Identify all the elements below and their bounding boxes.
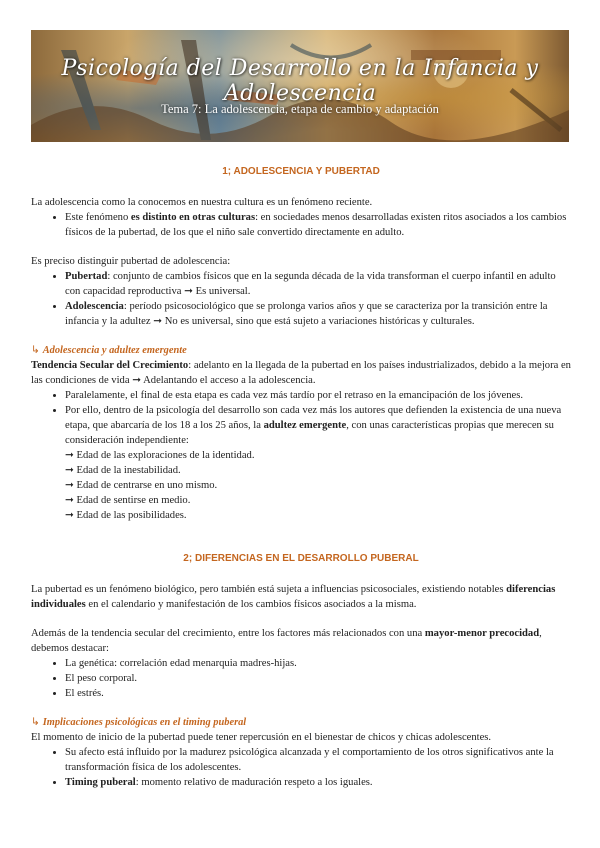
arrow-item: ➞ Edad de sentirse en medio. [65,495,191,506]
subheading-timing-puberal: ↳ Implicaciones psicológicas en el timing puberal [31,717,247,728]
arrow-list [65,448,571,523]
document-body [31,158,571,790]
arrow-item: ➞ Edad de las posibilidades. [65,510,187,521]
bullet-list [31,210,571,240]
arrow-item: ➞ Edad de las exploraciones de la identidad. [65,450,255,461]
bullet-list [31,388,571,523]
list-item: • Por ello, dentro de la psicología del desarrollo son cada vez más los autores que defienden la existencia de una nueva etapa, que abarcaría de los 18 a los 25 años, la adultez emergente, con unas características propias que merecen su consideración independiente: ➞ Edad de las exploraciones de la identidad. ➞ Edad de la inestabilidad. ➞ Edad de centrarse en uno mismo. ➞ Edad de sentirse en medio. ➞ Edad de las posibilidades. [65,403,571,523]
list-item: • El peso corporal. [65,671,571,686]
paragraph: El momento de inicio de la pubertad puede tener repercusión en el bienestar de chicos y chicas adolescentes. [31,732,492,743]
list-item: • Adolescencia: período psicosociológico que se prolonga varios años y que se caracteriza por la transición entre la infancia y la adultez ➞ No es universal, sino que está sujeto a variaciones históricas y culturales. [65,299,571,329]
arrow-item: ➞ Edad de la inestabilidad. [65,465,181,476]
arrow-item: ➞ Edad de centrarse en uno mismo. [65,480,218,491]
list-item: • La genética: correlación edad menarquia madres-hijas. [65,656,571,671]
document-title: Psicología del Desarrollo en la Infancia y Adolescencia [61,56,539,106]
bullet-list [31,656,571,701]
list-item: • Pubertad: conjunto de cambios físicos que en la segunda década de la vida transforman el cuerpo infantil en adulto con capacidad reproductiva ➞ Es universal. [65,269,571,299]
list-item: • Timing puberal: momento relativo de maduración respeto a los iguales. [65,775,571,790]
paragraph: Es preciso distinguir pubertad de adolescencia: [31,256,231,267]
section-heading-1: 1; ADOLESCENCIA Y PUBERTAD [222,166,380,177]
paragraph: La adolescencia como la conocemos en nuestra cultura es un fenómeno reciente. [31,197,373,208]
paragraph: La pubertad es un fenómeno biológico, pero también está sujeta a influencias psicosociales, existiendo notables diferencias individuales en el calendario y manifestación de los cambios físicos asociados a la misma. [31,584,556,610]
bullet-list [31,269,571,329]
list-item: • El estrés. [65,686,571,701]
list-item: • Paralelamente, el final de esta etapa es cada vez más tardío por el retraso en la emancipación de los jóvenes. [65,388,571,403]
header-banner [31,30,569,142]
paragraph: Tendencia Secular del Crecimiento: adelanto en la llegada de la pubertad en los países industrializados, debido a la mejora en las condiciones de vida ➞ Adelantando el acceso a la adolescencia. [31,360,571,386]
subheading-adultez-emergente: ↳ Adolescencia y adultez emergente [31,345,187,356]
bullet-list [31,745,571,790]
section-heading-2: 2; DIFERENCIAS EN EL DESARROLLO PUBERAL [183,553,419,564]
document-subtitle: Tema 7: La adolescencia, etapa de cambio y adaptación [161,102,439,116]
list-item: • Su afecto está influido por la madurez psicológica alcanzada y el comportamiento de los otros significativos ante la transformación física de los adolescentes. [65,745,571,775]
paragraph: Además de la tendencia secular del crecimiento, entre los factores más relacionados con una mayor-menor precocidad, debemos destacar: [31,628,542,654]
list-item: • Este fenómeno es distinto en otras culturas: en sociedades menos desarrolladas existen ritos asociados a los cambios físicos de la pubertad, de los que el niño sale convertido directamente en adulto. [65,210,571,240]
